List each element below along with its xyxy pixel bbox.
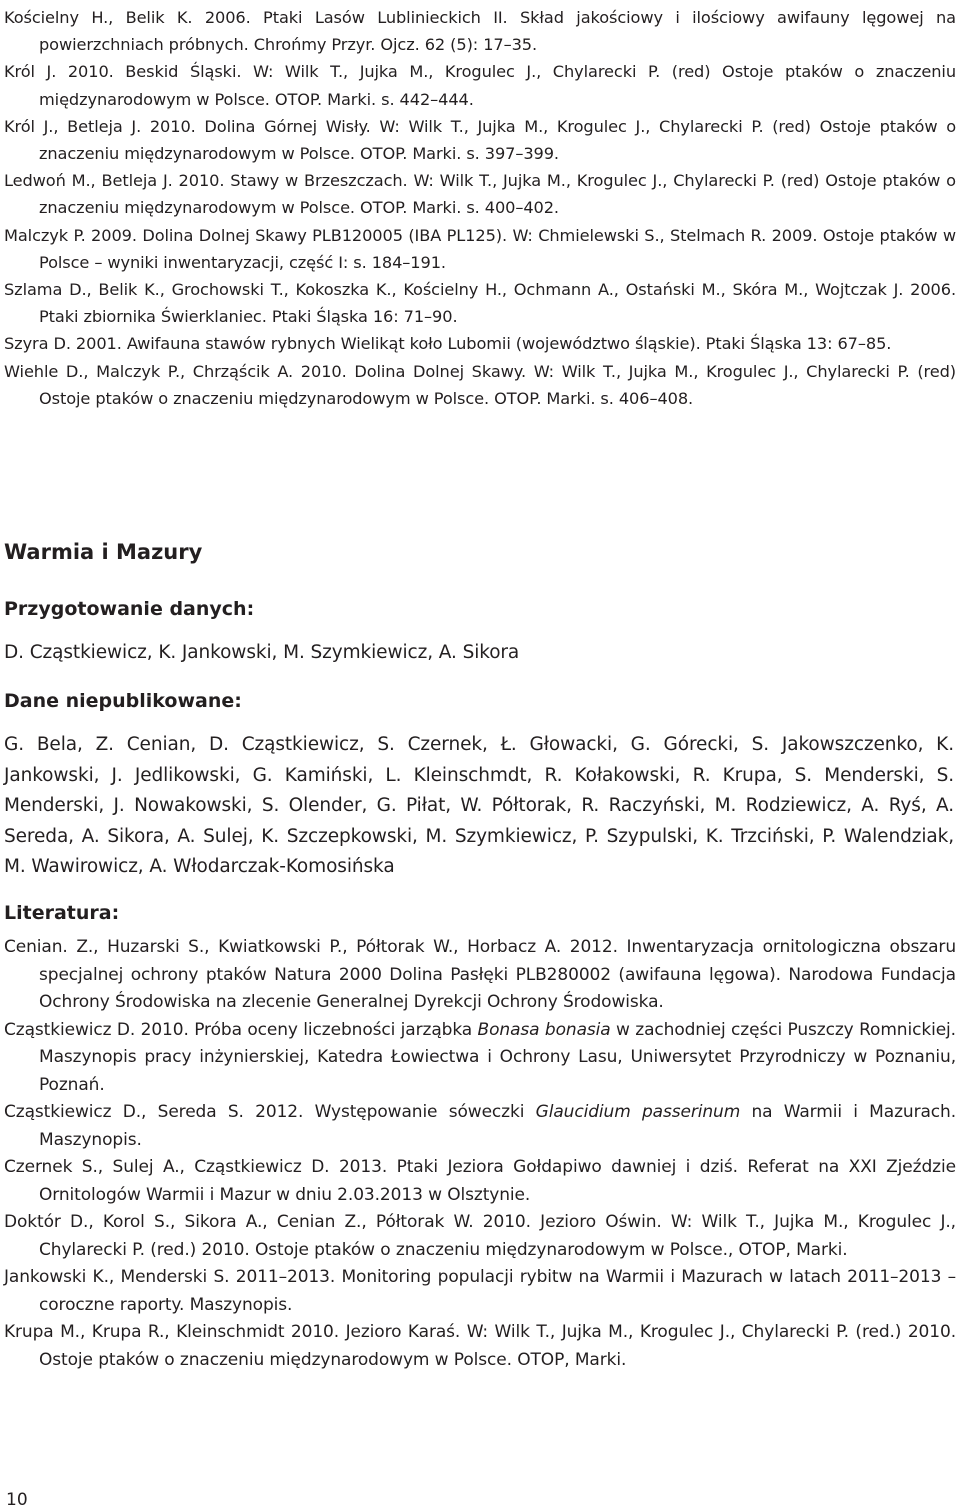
species-name: Bonasa bonasia (477, 1019, 611, 1040)
prep-authors: D. Cząstkiewicz, K. Jankowski, M. Szymkiewicz, A. Sikora (4, 642, 520, 663)
reference-item: Król J. 2010. Beskid Śląski. W: Wilk T., Jujka M., Krogulec J., Chylarecki P. (red) Ostoje ptaków o znaczeniu międzynarodowym w Polsce. OTOP. Marki. s. 442–444. (4, 62, 956, 109)
literature-item: Cząstkiewicz D., Sereda S. 2012. Występowanie sóweczki Glaucidium passerinum na Warmii i Mazurach. Maszynopis. (4, 1102, 956, 1150)
literature-item: Krupa M., Krupa R., Kleinschmidt 2010. Jezioro Karaś. W: Wilk T., Jujka M., Krogulec J., Chylarecki P. (red.) 2010. Ostoje ptaków o znaczeniu międzynarodowym w Polsce. OTOP, Marki. (4, 1322, 956, 1370)
literature-list (4, 934, 956, 1374)
prep-heading: Przygotowanie danych: (4, 598, 255, 620)
unpublished-contributors: G. Bela, Z. Cenian, D. Cząstkiewicz, S. Czernek, Ł. Głowacki, G. Górecki, S. Jakowszczenko, K. Jankowski, J. Jedlikowski, G. Kamiński, L. Kleinschmdt, R. Kołakowski, R. Krupa, S. Menderski, S. Menderski, J. Nowakowski, S. Olender, G. Piłat, W. Półtorak, R. Raczyński, M. Rodziewicz, A. Ryś, A. Sereda, A. Sikora, A. Sulej, K. Szczepkowski, M. Szymkiewicz, P. Szypulski, K. Trzciński, P. Walendziak, M. Wawirowicz, A. Włodarczak-Komosińska (4, 734, 954, 877)
reference-item: Malczyk P. 2009. Dolina Dolnej Skawy PLB120005 (IBA PL125). W: Chmielewski S., Stelmach R. 2009. Ostoje ptaków w Polsce – wyniki inwentaryzacji, część I: s. 184–191. (4, 225, 956, 272)
literature-item: Cenian. Z., Huzarski S., Kwiatkowski P., Półtorak W., Horbacz A. 2012. Inwentaryzacja ornitologiczna obszaru specjalnej ochrony ptaków Natura 2000 Dolina Pasłęki PLB280002 (awifauna lęgowa). Narodowa Fundacja Ochrony Środowiska na zlecenie Generalnej Dyrekcji Ochrony Środowiska. (4, 937, 956, 1012)
reference-item: Szyra D. 2001. Awifauna stawów rybnych Wielikąt koło Lubomii (województwo śląskie). Ptaki Śląska 13: 67–85. (4, 334, 892, 354)
reference-item: Król J., Betleja J. 2010. Dolina Górnej Wisły. W: Wilk T., Jujka M., Krogulec J., Chylarecki P. (red) Ostoje ptaków o znaczeniu międzynarodowym w Polsce. OTOP. Marki. s. 397–399. (4, 116, 956, 164)
section-title: Warmia i Mazury (4, 540, 203, 564)
literature-item: Czernek S., Sulej A., Cząstkiewicz D. 2013. Ptaki Jeziora Gołdapiwo dawniej i dziś. Referat na XXI Zjeździe Ornitologów Warmii i Mazur w dniu 2.03.2013 w Olsztynie. (4, 1157, 956, 1205)
literature-item: Cząstkiewicz D. 2010. Próba oceny liczebności jarząbka Bonasa bonasia w zachodniej części Puszczy Romnickiej. Maszynopis pracy inżynierskiej, Katedra Łowiectwa i Ochrony Lasu, Uniwersytet Przyrodniczy w Poznaniu, Poznań. (4, 1019, 956, 1095)
species-name: Glaucidium passerinum (535, 1102, 741, 1122)
reference-item: Szlama D., Belik K., Grochowski T., Kokoszka K., Kościelny H., Ochmann A., Ostański M., Skóra M., Wojtczak J. 2006. Ptaki zbiornika Świerklaniec. Ptaki Śląska 16: 71–90. (4, 280, 956, 327)
top-reference-list (4, 4, 956, 412)
unpublished-heading: Dane niepublikowane: (4, 690, 242, 712)
reference-item: Kościelny H., Belik K. 2006. Ptaki Lasów Lublinieckich II. Skład jakościowy i ilościowy awifauny lęgowej na powierzchniach próbnych. Chrońmy Przyr. Ojcz. 62 (5): 17–35. (4, 8, 956, 55)
page-number: 10 (6, 1490, 28, 1510)
reference-item: Wiehle D., Malczyk P., Chrząścik A. 2010. Dolina Dolnej Skawy. W: Wilk T., Jujka M., Krogulec J., Chylarecki P. (red) Ostoje ptaków o znaczeniu międzynarodowym w Polsce. OTOP. Marki. s. 406–408. (4, 361, 956, 408)
reference-item: Ledwoń M., Betleja J. 2010. Stawy w Brzeszczach. W: Wilk T., Jujka M., Krogulec J., Chylarecki P. (red) Ostoje ptaków o znaczeniu międzynarodowym w Polsce. OTOP. Marki. s. 400–402. (4, 171, 956, 218)
literature-item: Doktór D., Korol S., Sikora A., Cenian Z., Półtorak W. 2010. Jezioro Oświn. W: Wilk T., Jujka M., Krogulec J., Chylarecki P. (red.) 2010. Ostoje ptaków o znaczeniu międzynarodowym w Polsce., OTOP, Marki. (4, 1212, 956, 1260)
literature-item: Jankowski K., Menderski S. 2011–2013. Monitoring populacji rybitw na Warmii i Mazurach w latach 2011–2013 – coroczne raporty. Maszynopis. (4, 1267, 956, 1315)
literature-heading: Literatura: (4, 902, 120, 924)
